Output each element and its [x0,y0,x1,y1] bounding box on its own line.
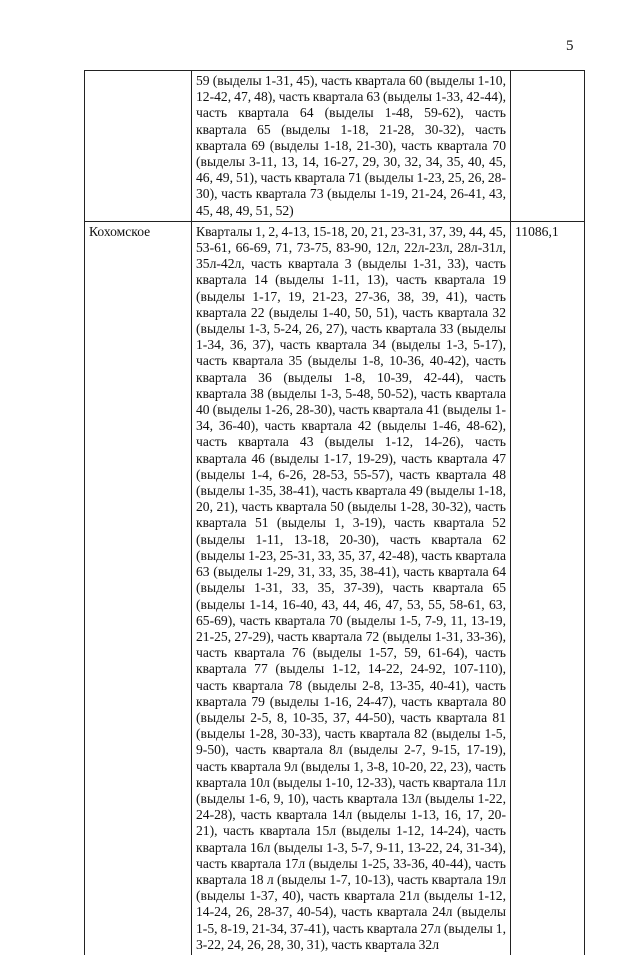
table-row [85,71,585,222]
forestry-name-cell: Кохомское [85,221,192,955]
forestry-name-cell [85,71,192,222]
area-cell [511,71,585,222]
forest-quarters-table [84,70,585,955]
quarters-description-cell: 59 (выделы 1-31, 45), часть квартала 60 (выделы 1-10, 12-42, 47, 48), часть квартала 63 (выделы 1-33, 42-44), часть квартала 64 (выделы 1-48, 59-62), часть квартала 65 (выделы 1-18, 21-28, 30-32), часть квартала 69 (выделы 1-18, 21-30), часть квартала 70 (выделы 3-11, 13, 14, 16-27, 29, 30, 32, 34, 35, 40, 45, 46, 49, 51), часть квартала 71 (выделы 1-23, 25, 26, 28-30), часть квартала 73 (выделы 1-19, 21-24, 26-41, 43, 45, 48, 49, 51, 52) [192,71,511,222]
area-cell: 11086,1 [511,221,585,955]
table-row [85,221,585,955]
quarters-description-cell: Кварталы 1, 2, 4-13, 15-18, 20, 21, 23-31, 37, 39, 44, 45, 53-61, 66-69, 71, 73-75, 83-90, 12л, 22л-23л, 28л-31л, 35л-42л, часть квартала 3 (выделы 1-31, 33), часть квартала 14 (выделы 1-11, 13), часть квартала 19 (выделы 1-17, 19, 21-23, 27-36, 38, 39, 41), часть квартала 22 (выделы 1-40, 50, 51), часть квартала 32 (выделы 1-3, 5-24, 26, 27), часть квартала 33 (выделы 1-34, 36, 37), часть квартала 34 (выделы 1-3, 5-17), часть квартала 35 (выделы 1-8, 10-36, 40-42), часть квартала 36 (выделы 1-8, 10-39, 42-44), часть квартала 38 (выделы 1-3, 5-48, 50-52), часть квартала 40 (выделы 1-26, 28-30), часть квартала 41 (выделы 1-34, 36-40), часть квартала 42 (выделы 1-46, 48-62), часть квартала 43 (выделы 1-12, 14-26), часть квартала 46 (выделы 1-17, 19-29), часть квартала 47 (выделы 1-4, 6-26, 28-53, 55-57), часть квартала 48 (выделы 1-35, 38-41), часть квартала 49 (выделы 1-18, 20, 21), часть квартала 50 (выделы 1-28, 30-32), часть квартала 51 (выделы 1, 3-19), часть квартала 52 (выделы 1-11, 13-18, 20-30), часть квартала 62 (выделы 1-23, 25-31, 33, 35, 37, 42-48), часть квартала 63 (выделы 1-29, 31, 33, 35, 38-41), часть квартала 64 (выделы 1-31, 33, 35, 37-39), часть квартала 65 (выделы 1-14, 16-40, 43, 44, 46, 47, 53, 55, 58-61, 63, 65-69), часть квартала 70 (выделы 1-5, 7-9, 11, 13-19, 21-25, 27-29), часть квартала 72 (выделы 1-31, 33-36), часть квартала 76 (выделы 1-57, 59, 61-64), часть квартала 77 (выделы 1-12, 14-22, 24-92, 107-110), часть квартала 78 (выделы 2-8, 13-35, 40-41), часть квартала 79 (выделы 1-16, 24-47), часть квартала 80 (выделы 2-5, 8, 10-35, 37, 44-50), часть квартала 81 (выделы 1-28, 30-33), часть квартала 82 (выделы 1-5, 9-50), часть квартала 8л (выделы 2-7, 9-15, 17-19), часть квартала 9л (выделы 1, 3-8, 10-20, 22, 23), часть квартала 10л (выделы 1-10, 12-33), часть квартала 11л (выделы 1-6, 9, 10), часть квартала 13л (выделы 1-22, 24-28), часть квартала 14л (выделы 1-13, 16, 17, 20-21), часть квартала 15л (выделы 1-12, 14-24), часть квартала 16л (выделы 1-3, 5-7, 9-11, 13-22, 24, 31-34), часть квартала 17л (выделы 1-25, 33-36, 40-44), часть квартала 18 л (выделы 1-7, 10-13), часть квартала 19л (выделы 1-37, 40), часть квартала 21л (выделы 1-12, 14-24, 26, 28-37, 40-54), часть квартала 24л (выделы 1-5, 8-19, 21-34, 37-41), часть квартала 27л (выделы 1, 3-22, 24, 26, 28, 30, 31), часть квартала 32л [192,221,511,955]
page-number: 5 [566,38,574,54]
